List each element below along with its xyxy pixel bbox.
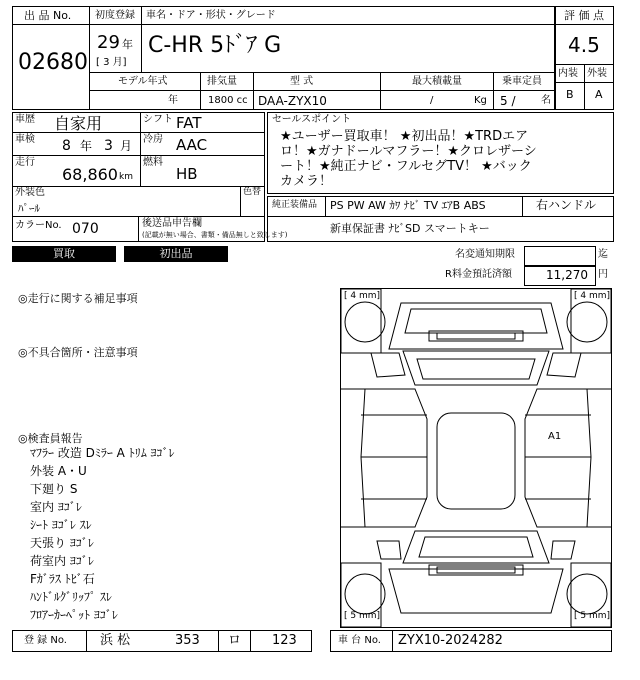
inspector-line: ﾊﾝﾄﾞﾙｸﾞﾘｯﾌﾟ ｽﾚ	[30, 590, 112, 604]
inspection-label: 車検	[15, 134, 35, 145]
damage-diagram	[340, 288, 612, 628]
registration-place: 浜 松	[100, 633, 131, 648]
inspector-line: 外装 A・U	[30, 464, 87, 478]
car-name: C-HR 5ﾄﾞｱ G	[148, 33, 282, 58]
score-label: 評 価 点	[564, 9, 604, 22]
warranty-items: 新車保証書 ﾅﾋﾞSD スマートキー	[330, 222, 490, 235]
chassis-number: ZYX10-2024282	[398, 633, 503, 648]
color-change-label: 色替	[243, 187, 262, 197]
inspector-report-label: ◎検査員報告	[18, 432, 83, 445]
color-number-label: カラーNo.	[15, 220, 62, 231]
inspector-line: ﾌﾛｱｰｶｰﾍﾟｯﾄ ﾖｺﾞﾚ	[30, 608, 118, 622]
aftermarket-label: 後送品申告欄	[142, 218, 202, 229]
sales-point-line: ート！★純正ナビ・フルセグTV！ ★バック	[280, 159, 532, 174]
name-change-deadline-value	[524, 246, 596, 266]
registration-label: 登 録 No.	[24, 635, 67, 646]
inspector-line: 室内 ﾖｺﾞﾚ	[30, 500, 82, 514]
first-registration-year: 29	[97, 32, 120, 53]
equipment-value: PS PW AW ｶﾜ ﾅﾋﾞ TV ｴｱB ABS	[330, 199, 486, 212]
recycle-fee-label: R料金預託済額	[445, 269, 512, 280]
displacement-label: 排気量	[207, 76, 237, 87]
first-registration-year-unit: 年	[122, 38, 133, 51]
exterior-grade-label: 外装	[587, 68, 607, 79]
chassis-label: 車 台 No.	[338, 635, 381, 646]
shift: FAT	[176, 114, 202, 132]
fuel: HB	[176, 165, 198, 183]
tire-front-right-depth: [ 4 mm]	[574, 291, 611, 301]
name-change-deadline-label: 名変通知期限	[455, 249, 515, 260]
sales-point-label: セールスポイント	[272, 114, 352, 125]
cooler-label: 冷房	[143, 134, 163, 145]
name-change-deadline-unit: 迄	[598, 249, 608, 260]
lot-number: 02680	[18, 50, 88, 75]
fuel-label: 燃料	[143, 157, 163, 168]
registration-class: 353	[175, 633, 200, 648]
tire-rear-left-depth: [ 5 mm]	[344, 611, 381, 621]
registration-kana: ロ	[228, 633, 242, 648]
history-label: 車歴	[15, 114, 35, 125]
type-label: 型 式	[290, 76, 314, 87]
damage-mark-a1: A1	[548, 431, 562, 442]
displacement: 1800 cc	[208, 95, 248, 106]
driving-notes-label: ◎走行に関する補足事項	[18, 292, 138, 305]
max-load-unit: Kg	[474, 95, 487, 106]
first-registration-label: 初度登録	[95, 10, 135, 21]
defects-notes-label: ◎不具合箇所・注意事項	[18, 346, 138, 359]
model-year-label: モデル年式	[118, 76, 168, 87]
history: 自家用	[54, 114, 103, 133]
sales-point-line: ★ユーザー買取車！ ★初出品！★TRDエア	[280, 129, 529, 144]
mileage-unit: km	[119, 172, 133, 182]
equipment-label: 純正装備品	[272, 200, 318, 210]
inspection-month: 3	[104, 138, 113, 154]
color-label: 外装色	[15, 187, 45, 198]
inspector-line: 荷室内 ﾖｺﾞﾚ	[30, 554, 94, 568]
max-load-separator: /	[430, 95, 434, 106]
mileage-label: 走行	[15, 157, 35, 168]
inspector-line: 下廻り S	[30, 482, 78, 496]
cooler: AAC	[176, 136, 208, 154]
score-value: 4.5	[568, 33, 600, 57]
model-grade-label: 車名・ドア・形状・グレード	[146, 10, 276, 21]
interior-grade: B	[566, 88, 574, 101]
shift-label: シフト	[143, 114, 173, 125]
max-load-label: 最大積載量	[412, 76, 462, 87]
inspection-month-unit: 月	[120, 139, 133, 153]
interior-grade-label: 内装	[558, 68, 578, 79]
mileage: 68,860	[62, 165, 118, 184]
recycle-fee-amount: 11,270	[546, 268, 588, 282]
capacity-unit: 名	[541, 95, 551, 106]
aftermarket-note: (記載が無い場合、書類・備品無しと致します)	[142, 231, 288, 239]
sales-point-line: カメラ！	[280, 174, 333, 189]
tire-front-left-depth: [ 4 mm]	[344, 291, 381, 301]
inspector-line: ﾏﾌﾗｰ 改造 Dﾐﾗｰ A ﾄﾘﾑ ﾖｺﾞﾚ	[30, 446, 175, 460]
color: ﾊﾟｰﾙ	[18, 202, 40, 215]
recycle-fee-unit: 円	[598, 269, 608, 280]
color-number: 070	[72, 221, 99, 237]
model-type: DAA-ZYX10	[258, 94, 327, 108]
capacity: 5 /	[500, 94, 516, 108]
model-year-unit: 年	[168, 95, 178, 106]
first-registration-month: [ 3 月]	[96, 57, 127, 68]
capacity-label: 乗車定員	[502, 76, 542, 87]
lot-number-label: 出 品 No.	[24, 9, 72, 22]
inspector-line: Fｶﾞﾗｽ ﾄﾋﾞ石	[30, 572, 95, 586]
sales-point-line: ロ！★ガナドールマフラー！★クロレザーシ	[280, 144, 537, 159]
inspector-line: ｼｰﾄ ﾖｺﾞﾚ ｽﾚ	[30, 518, 92, 532]
inspector-line: 天張り ﾖｺﾞﾚ	[30, 536, 94, 550]
steering-position: 右ハンドル	[536, 198, 597, 212]
tire-rear-right-depth: [ 5 mm]	[574, 611, 611, 621]
first-listing-badge: 初出品	[124, 246, 228, 262]
inspection-year-unit: 年	[80, 139, 93, 153]
exterior-grade: A	[595, 88, 603, 101]
buy-badge: 買取	[12, 246, 116, 262]
registration-number: 123	[272, 633, 297, 648]
inspection-year: 8	[62, 138, 71, 154]
